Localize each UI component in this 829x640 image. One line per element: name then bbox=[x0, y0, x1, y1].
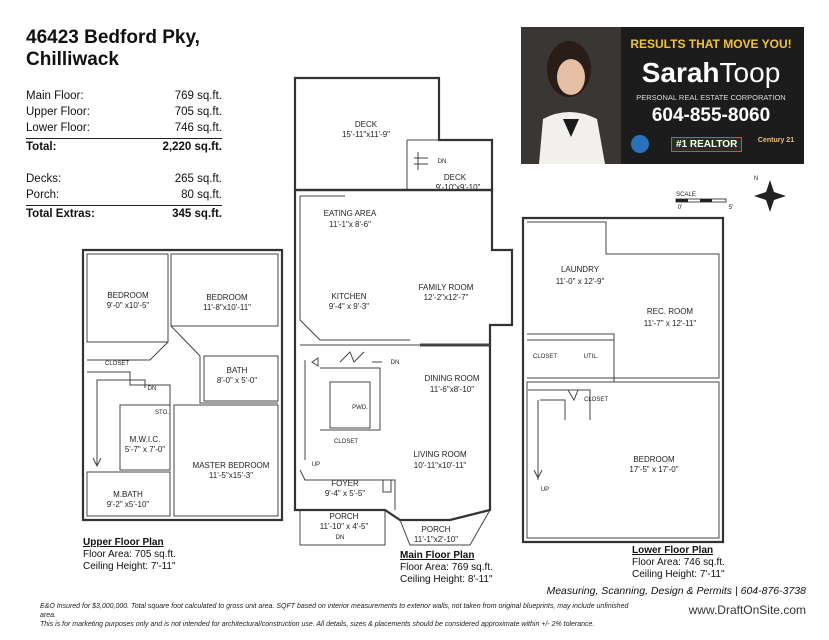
upper-floor-plan bbox=[83, 250, 282, 520]
agent-phone: 604-855-8060 bbox=[651, 105, 771, 126]
agent-last-name: Toop bbox=[719, 57, 781, 88]
label-up-lower: UP bbox=[540, 487, 550, 493]
disclaimer-line-1: E&O Insured for $3,000,000. Total square foot calculated to gross unit area. SQFT based on interior measurements to exterior walls, not taken from original blueprints, may include unfinished area. bbox=[40, 603, 629, 619]
label-laundry: LAUNDRY bbox=[560, 265, 600, 274]
compass-label: N bbox=[753, 176, 759, 182]
label-dn-upper: DN bbox=[147, 386, 157, 392]
upper-plan-ceiling: Ceiling Height: 7'-11" bbox=[83, 561, 176, 572]
stat-value: 746 sq.ft. bbox=[174, 122, 222, 134]
label-walk-in-closet: M.W.I.C. bbox=[129, 435, 161, 444]
label-bedroom-2: BEDROOM bbox=[206, 293, 248, 302]
room-bedroom-lower bbox=[527, 382, 719, 538]
label-porch-1: PORCH bbox=[329, 512, 359, 521]
label-family-room: FAMILY ROOM bbox=[418, 283, 474, 292]
main-plan-ceiling: Ceiling Height: 8'-11" bbox=[400, 574, 493, 585]
label-up-main: UP bbox=[311, 462, 321, 468]
realtor-badge: #1 REALTOR bbox=[671, 137, 742, 152]
room-bedroom-2 bbox=[171, 254, 278, 326]
label-closet-main: CLOSET bbox=[333, 439, 359, 445]
dim-rec-room: 11'-7" x 12'-11" bbox=[643, 319, 697, 328]
label-living-room: LIVING ROOM bbox=[413, 450, 467, 459]
stat-label: Lower Floor: bbox=[26, 122, 90, 134]
dim-master-bath: 9'-2" x5'-10" bbox=[106, 500, 150, 509]
dim-laundry: 11'-0" x 12'-9" bbox=[555, 277, 605, 286]
label-dn-main: DN bbox=[390, 360, 400, 366]
dim-kitchen: 9'-4" x 9'-3" bbox=[328, 302, 370, 311]
stat-label: Upper Floor: bbox=[26, 106, 90, 118]
dim-bath: 8'-0" x 5'-0" bbox=[216, 376, 258, 385]
label-dn-porch: DN bbox=[335, 535, 345, 541]
lower-plan-area: Floor Area: 746 sq.ft. bbox=[632, 557, 725, 568]
disclaimer-line-2: This is for marketing purposes only and is not intended for architectural/construction use. All details, sizes & placements should be considered approximate within +/- 2% tolerance. bbox=[40, 621, 595, 628]
label-utility: UTIL. bbox=[583, 354, 599, 360]
label-foyer: FOYER bbox=[331, 479, 359, 488]
label-porch-2: PORCH bbox=[421, 525, 451, 534]
main-plan-area: Floor Area: 769 sq.ft. bbox=[400, 562, 493, 573]
ad-tagline: RESULTS THAT MOVE YOU! bbox=[630, 37, 792, 51]
lower-plan-ceiling: Ceiling Height: 7'-11" bbox=[632, 569, 725, 580]
disclaimer bbox=[40, 602, 640, 629]
dim-foyer: 9'-4" x 5'-5" bbox=[324, 489, 366, 498]
label-closet-lower-1: CLOSET bbox=[532, 354, 558, 360]
address-line-2: Chilliwack bbox=[26, 49, 119, 70]
label-closet-lower-2: CLOSET bbox=[583, 397, 609, 403]
label-dining-room: DINING ROOM bbox=[424, 374, 480, 383]
label-rec-room: REC. ROOM bbox=[646, 307, 694, 316]
dim-bedroom-lower: 17'-5" x 17'-0" bbox=[629, 465, 679, 474]
main-plan-caption bbox=[400, 550, 493, 586]
stat-value: 345 sq.ft. bbox=[172, 208, 222, 220]
upper-plan-caption bbox=[83, 537, 176, 573]
stat-label: Total Extras: bbox=[26, 208, 95, 220]
lower-plan-title: Lower Floor Plan bbox=[632, 545, 714, 556]
brokerage-logo: Century 21 bbox=[757, 137, 795, 144]
label-bedroom-lower: BEDROOM bbox=[633, 455, 675, 464]
label-dn-deck: DN bbox=[437, 159, 447, 165]
agent-subtitle: PERSONAL REAL ESTATE CORPORATION bbox=[636, 93, 786, 102]
stat-value: 769 sq.ft. bbox=[174, 90, 222, 102]
label-powder: PWD. bbox=[352, 405, 368, 411]
lower-outline bbox=[523, 218, 723, 542]
dim-bedroom-1: 9'-0" x10'-5" bbox=[106, 301, 150, 310]
company-line: Measuring, Scanning, Design & Permits | 604-876-3738 bbox=[546, 585, 806, 597]
upper-plan-title: Upper Floor Plan bbox=[83, 537, 164, 548]
dim-eating-area: 11'-1"x 8'-6" bbox=[329, 220, 371, 229]
label-bedroom-1: BEDROOM bbox=[107, 291, 149, 300]
dim-deck-2: 9'-10"x9'-10" bbox=[435, 183, 481, 192]
dim-porch-2: 11'-1"x2'-10" bbox=[413, 535, 459, 544]
label-storage: STO. bbox=[155, 410, 169, 416]
label-bath: BATH bbox=[226, 366, 248, 375]
stat-label: Porch: bbox=[26, 189, 60, 201]
stat-label: Main Floor: bbox=[26, 90, 84, 102]
dim-living-room: 10'-11"x10'-11" bbox=[413, 461, 467, 470]
label-master-bath: M.BATH bbox=[113, 490, 143, 499]
main-plan-title: Main Floor Plan bbox=[400, 550, 475, 561]
stat-label: Decks: bbox=[26, 173, 62, 185]
address-line-1: 46423 Bedford Pky, bbox=[26, 27, 200, 48]
label-closet-upper: CLOSET bbox=[104, 361, 130, 367]
label-eating-area: EATING AREA bbox=[323, 209, 377, 218]
north-arrow-icon bbox=[754, 176, 786, 212]
lower-plan-caption bbox=[632, 545, 725, 581]
main-floor-plan bbox=[295, 78, 512, 545]
scale-label: SCALE bbox=[676, 192, 696, 198]
upper-plan-area: Floor Area: 705 sq.ft. bbox=[83, 549, 176, 560]
scale-end: 5' bbox=[728, 205, 734, 211]
main-outline bbox=[295, 190, 512, 520]
lower-floor-plan bbox=[523, 218, 723, 542]
label-deck-1: DECK bbox=[354, 120, 378, 129]
scale-start: 0' bbox=[677, 205, 683, 211]
stat-value: 705 sq.ft. bbox=[174, 106, 222, 118]
dim-dining-room: 11'-6"x8'-10" bbox=[429, 385, 475, 394]
dim-walk-in-closet: 5'-7" x 7'-0" bbox=[124, 445, 166, 454]
stat-value: 80 sq.ft. bbox=[181, 189, 222, 201]
stat-value: 2,220 sq.ft. bbox=[162, 141, 222, 153]
label-master-bedroom: MASTER BEDROOM bbox=[192, 461, 270, 470]
label-deck-2: DECK bbox=[443, 173, 467, 182]
company-website[interactable]: www.DraftOnSite.com bbox=[688, 603, 806, 617]
agent-first-name: Sarah bbox=[641, 57, 720, 88]
stat-value: 265 sq.ft. bbox=[174, 173, 222, 185]
dim-bedroom-2: 11'-8"x10'-11" bbox=[202, 303, 252, 312]
dim-family-room: 12'-2"x12'-7" bbox=[423, 293, 469, 302]
dim-master-bedroom: 11'-5"x15'-3" bbox=[208, 471, 254, 480]
dim-porch-1: 11'-10" x 4'-5" bbox=[319, 522, 369, 531]
scale-bar bbox=[676, 192, 733, 211]
label-kitchen: KITCHEN bbox=[331, 292, 367, 301]
dim-deck-1: 15'-11"x11'-9" bbox=[341, 130, 391, 139]
stat-label: Total: bbox=[26, 141, 57, 153]
